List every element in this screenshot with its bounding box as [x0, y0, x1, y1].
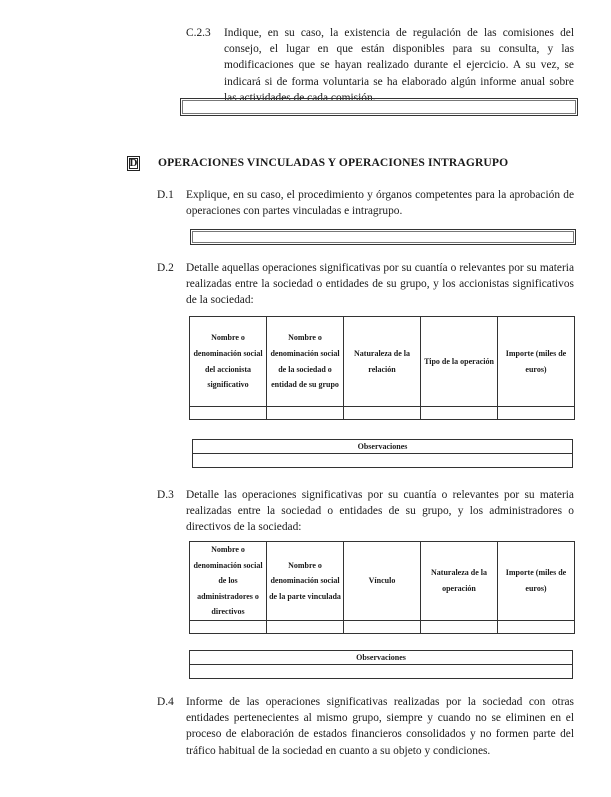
section-d-letter: D [127, 156, 140, 171]
d3-header-importe: Importe (miles de euros) [498, 542, 575, 621]
d3-observations-label: Observaciones [190, 651, 573, 665]
d3-cell[interactable] [498, 620, 575, 633]
d3-cell[interactable] [344, 620, 421, 633]
d3-cell[interactable] [421, 620, 498, 633]
d1-answer-box[interactable] [190, 229, 576, 245]
d2-cell[interactable] [421, 407, 498, 420]
d2-header-accionista: Nombre o denominación social del accionista significativo [190, 317, 267, 407]
d3-cell[interactable] [267, 620, 344, 633]
d2-observations-table [192, 439, 573, 468]
d2-operations-table [189, 316, 575, 420]
d2-table-header-row [190, 317, 575, 407]
d3-cell[interactable] [190, 620, 267, 633]
item-d2-number: D.2 [157, 262, 174, 274]
d3-header-naturaleza: Naturaleza de la operación [421, 542, 498, 621]
d3-observations-table [189, 650, 573, 679]
d2-header-naturaleza: Naturaleza de la relación [344, 317, 421, 407]
item-d1-text: Explique, en su caso, el procedimiento y órganos competentes para la aprobación de operaciones con partes vinculadas e intragrupo. [186, 189, 574, 218]
table-row[interactable] [190, 407, 575, 420]
item-c23-text: Indique, en su caso, la existencia de regulación de las comisiones del consejo, el lugar en que están disponibles para su consulta, y las modificaciones que se hayan realizado durante el ejercicio. A su vez, se indicará si de forma voluntaria se ha elaborado algún informe anual sobre las actividades de cada comisión. [224, 27, 574, 104]
d3-header-parte-vinculada: Nombre o denominación social de la parte vinculada [267, 542, 344, 621]
item-d4-text: Informe de las operaciones significativas realizadas por la sociedad con otras entidades pertenecientes al mismo grupo, siempre y cuando no se eliminen en el proceso de elaboración de estados financieros consolidados y no formen parte del tráfico habitual de la sociedad en cuanto a su objeto y condiciones. [186, 696, 574, 757]
item-d1-number: D.1 [157, 189, 174, 201]
item-d2-text: Detalle aquellas operaciones significativas por su cuantía o relevantes por su materia realizadas entre la sociedad o entidades de su grupo, y los accionistas significativos de la sociedad: [186, 262, 574, 307]
d2-header-sociedad: Nombre o denominación social de la sociedad o entidad de su grupo [267, 317, 344, 407]
d2-observations-field[interactable] [193, 454, 573, 468]
d3-header-vinculo: Vínculo [344, 542, 421, 621]
item-c23-number: C.2.3 [186, 27, 211, 39]
table-row[interactable] [190, 620, 575, 633]
d2-observations-label: Observaciones [193, 440, 573, 454]
d2-header-importe: Importe (miles de euros) [498, 317, 575, 407]
d2-cell[interactable] [498, 407, 575, 420]
d3-observations-field[interactable] [190, 665, 573, 679]
d2-header-tipo: Tipo de la operación [421, 317, 498, 407]
section-d-title: OPERACIONES VINCULADAS Y OPERACIONES INTRAGRUPO [158, 156, 509, 169]
c23-answer-box[interactable] [180, 98, 578, 116]
d3-operations-table [189, 541, 575, 634]
d3-header-administradores: Nombre o denominación social de los administradores o directivos [190, 542, 267, 621]
item-d4-number: D.4 [157, 696, 174, 708]
d2-cell[interactable] [344, 407, 421, 420]
d2-cell[interactable] [190, 407, 267, 420]
d2-cell[interactable] [267, 407, 344, 420]
d3-table-header-row [190, 542, 575, 621]
item-d3-number: D.3 [157, 489, 174, 501]
item-d3-text: Detalle las operaciones significativas por su cuantía o relevantes por su materia realizadas entre la sociedad o entidades de su grupo, y los administradores o directivos de la sociedad: [186, 489, 574, 534]
